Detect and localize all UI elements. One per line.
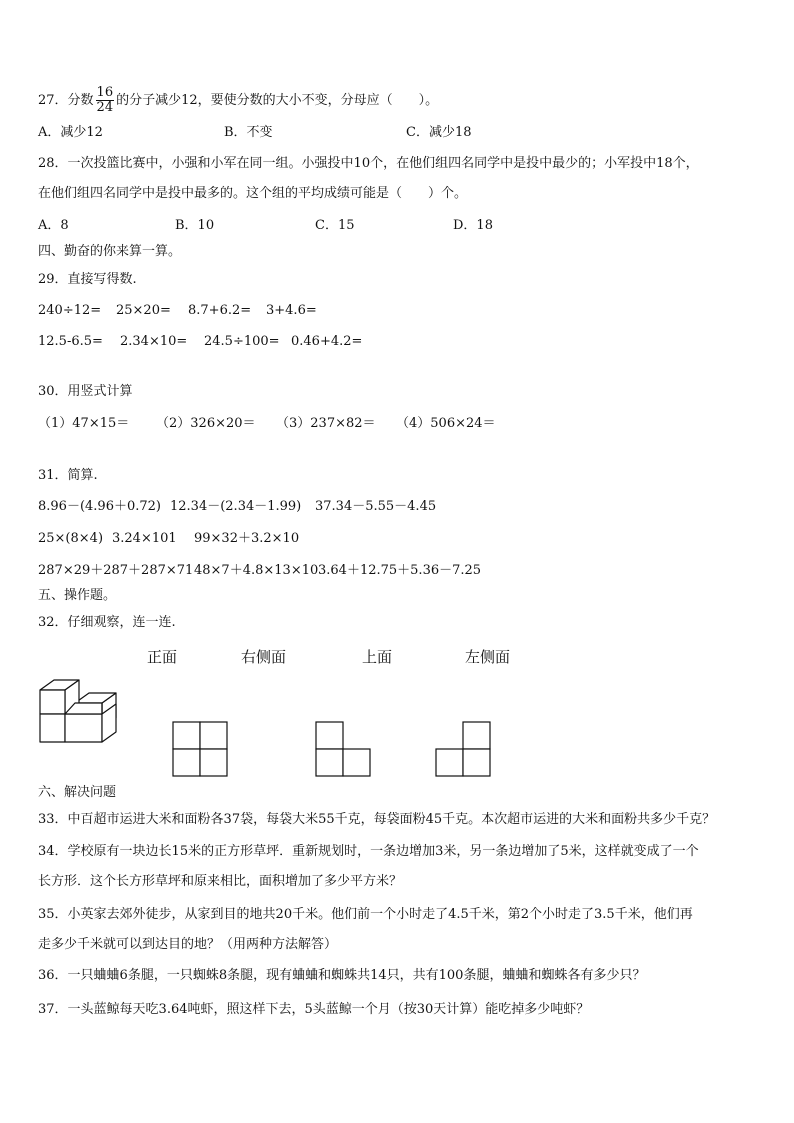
q36-text: 36．一只蛐蛐6条腿，一只蜘蛛8条腿，现有蛐蛐和蜘蛛共14只，共有100条腿，蛐蛐和蜘蛛各有多少只？ [38,968,646,983]
q31-item: 12.34－(2.34－1.99) [170,499,302,514]
q29-item: 2.34×10= [120,334,188,349]
q37-text: 37．一头蓝鲸每天吃3.64吨虾，照这样下去，5头蓝鲸一个月（按30天计算）能吃掉多少吨虾？ [38,1002,590,1017]
q31-item: 37.34－5.55－4.45 [315,499,437,514]
q33-text: 33．中百超市运进大米和面粉各37袋，每袋大米55千克，每袋面粉45千克。本次超市运进的大米和面粉共多少千克？ [38,812,716,827]
q31-item: 3.24×101 [112,531,177,546]
q29-item: 25×20= [116,303,171,318]
q27-fraction [96,86,115,115]
q29-item: 24.5÷100= [204,334,280,349]
q27-suffix: 的分子减少12，要使分数的大小不变，分母应（ ）。 [116,93,439,108]
q27-line [38,86,438,115]
q31-item: 25×(8×4) [38,531,104,546]
q27-option-a: A．减少12 [38,125,103,140]
view-figure-l-left [315,721,371,777]
q29-item: 8.7+6.2= [188,303,252,318]
q30-item: （4）506×24＝ [396,416,496,431]
q31-item: 3.64＋12.75＋5.36－7.25 [318,563,482,578]
q28-option-a: A．8 [38,218,69,233]
q29-title: 29．直接写得数. [38,272,137,287]
q30-title: 30．用竖式计算 [38,384,133,399]
view-label-top: 上面 [362,648,393,666]
q31-title: 31．简算. [38,468,98,483]
view-label-front: 正面 [147,648,178,666]
q28-line-1: 28．一次投篮比赛中，小强和小军在同一组。小强投中10个，在他们组四名同学中是投中最少的；小军投中18个， [38,156,699,171]
section-5-heading: 五、操作题。 [38,588,117,603]
view-figure-square [172,721,228,777]
q28-option-c: C．15 [315,218,355,233]
q34-line-1: 34．学校原有一块边长15米的正方形草坪．重新规划时，一条边增加3米，另一条边增加了5米，这样就变成了一个 [38,844,699,859]
q27-prefix: 27．分数 [38,93,94,108]
q28-line-2: 在他们组四名同学中是投中最多的。这个组的平均成绩可能是（ ）个。 [38,186,468,201]
q35-line-2: 走多少千米就可以到达目的地？（用两种方法解答） [38,937,338,952]
q30-item: （1）47×15＝ [38,416,130,431]
view-label-right: 右侧面 [241,648,287,666]
q31-item: 287×29＋287＋287×71 [38,563,194,578]
q27-option-c: C．减少18 [406,125,472,140]
q35-line-1: 35．小英家去郊外徒步，从家到目的地共20千米。他们前一个小时走了4.5千米，第2个小时走了3.5千米，他们再 [38,907,693,922]
q30-item: （2）326×20＝ [156,416,256,431]
q28-option-d: D．18 [453,218,493,233]
q29-item: 0.46+4.2= [291,334,363,349]
section-4-heading: 四、勤奋的你来算一算。 [38,244,182,259]
view-label-left: 左侧面 [465,648,511,666]
q27-fraction-numerator: 16 [96,85,114,100]
section-6-heading: 六、解决问题 [38,785,117,800]
view-figure-l-right [435,721,491,777]
q29-item: 3+4.6= [266,303,317,318]
q27-option-b: B．不变 [224,125,273,140]
q29-item: 12.5-6.5= [38,334,103,349]
q32-title: 32．仔细观察，连一连. [38,615,176,630]
q28-option-b: B．10 [175,218,215,233]
q30-item: （3）237×82＝ [276,416,376,431]
cube-stack-figure [36,676,126,746]
q29-item: 240÷12= [38,303,102,318]
q27-fraction-denominator: 24 [96,100,114,115]
q34-line-2: 长方形．这个长方形草坪和原来相比，面积增加了多少平方米？ [38,874,403,889]
q31-item: 48×7＋4.8×13×10 [194,563,319,578]
q31-item: 99×32＋3.2×10 [194,531,300,546]
q31-item: 8.96－(4.96＋0.72) [38,499,161,514]
